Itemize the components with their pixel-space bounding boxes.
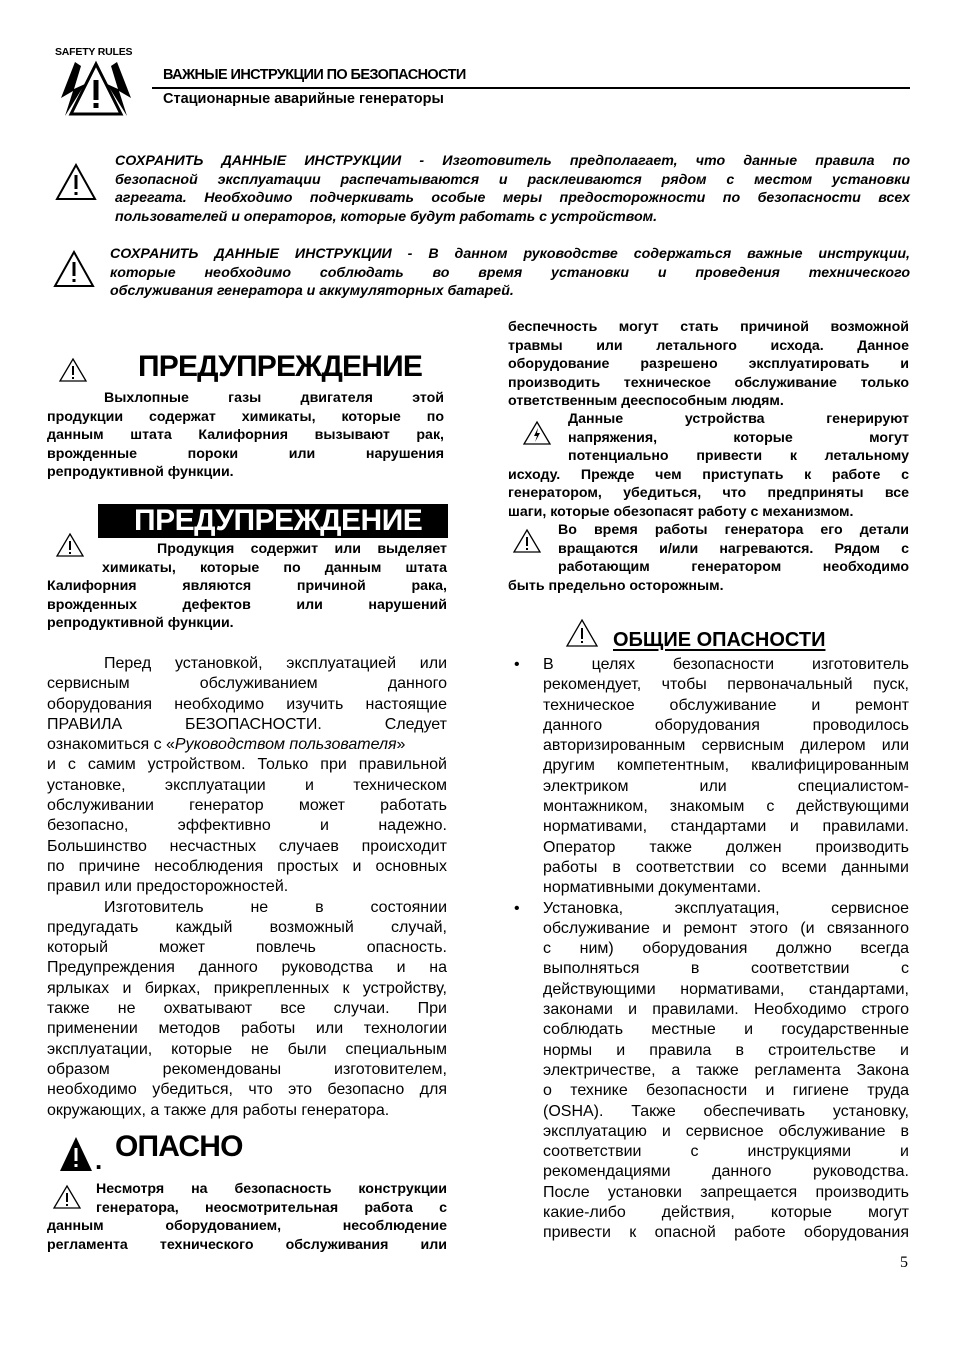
notice-2-line: В данном руководстве содержаться важные инструкции, (428, 246, 910, 262)
intro-line: установке, эксплуатации и техническом (47, 776, 447, 794)
voltage-line: напряжения, которые могут (568, 429, 909, 446)
warning-1-text (47, 389, 444, 482)
danger-text (47, 1180, 447, 1254)
intro-line: Предупреждения данного руководства и на (47, 959, 447, 977)
intro-line: который может повлечь опасность. (47, 939, 447, 957)
warning-1-line: данным штата Калифорния вызывают рак, (47, 427, 444, 444)
bullet-1-line: нормативными документами. (543, 879, 762, 897)
intro-line: Большинство несчастных случаев происходит (47, 837, 447, 855)
warning-2-line: химикаты, которые по данным штата (102, 559, 447, 576)
warning-triangle-icon (55, 163, 97, 201)
user-manual-reference: Руководством пользователя (174, 736, 397, 754)
list-item (508, 899, 909, 1244)
intro-line: необходимо убедиться, что это безопасно для (47, 1081, 447, 1099)
hazard-lightning-icon (55, 58, 150, 118)
save-instructions-notice-2 (110, 245, 910, 301)
bullet-1-line: Оператор также должен производить (543, 838, 909, 856)
bullet-1-line: нормативами, стандартами и правилами. (543, 818, 909, 836)
danger-triangle-icon (58, 1135, 94, 1173)
safety-rules-logo (55, 46, 150, 118)
intro-paragraph (47, 654, 447, 1121)
intro-line: оборудования необходимо изучить настоящие (47, 695, 447, 713)
notice-2-line: обслуживания генератора и аккумуляторных батарей. (110, 283, 514, 300)
warning-2-line: Продукция содержит или выделяет (157, 541, 447, 557)
intro-line: сервисным обслуживанием данного (47, 675, 447, 693)
intro-line: Перед установкой, эксплуатацией или (104, 655, 447, 672)
bullet-2-line: выполняться в соответствии с (543, 960, 909, 978)
danger-continued-text (508, 318, 909, 411)
bullet-2-line: какие-либо действия, которые могут (543, 1204, 909, 1222)
danger-cont-line: производить техническое обслуживание только (508, 374, 909, 391)
intro-line: Изготовитель не в состоянии (104, 898, 447, 916)
bullet-1-line: рекомендует, чтобы первоначальный пуск, (543, 676, 909, 694)
bullet-2-line: рекомендациями данного руководства. (543, 1163, 909, 1181)
intro-line: обслуживании генератор может работать (47, 797, 447, 815)
rotating-line: вращаются и/или нагреваются. Рядом с (558, 540, 909, 557)
intro-line: ярлыках и бирках, прикрепленных к устройству, (47, 979, 447, 997)
warning-1-line: Выхлопные газы двигателя этой (104, 390, 444, 406)
page-number: 5 (900, 1254, 908, 1271)
intro-line: и с самим устройством. Только при правильной (47, 756, 447, 774)
general-hazards-list (508, 655, 909, 1244)
bullet-2-line: эксплуатацию и сервисное обслуживание в (543, 1122, 909, 1140)
save-instructions-notice-1 (115, 152, 910, 226)
bullet-2-line: электричестве, а также регламента Закона (543, 1061, 909, 1079)
notice-1-line: Изготовитель предполагает, что данные правила по (442, 153, 910, 169)
voltage-line: шаги, которые обезопасят работу с механизмом. (508, 503, 854, 520)
intro-line: безопасно, эффективно и надежно. (47, 817, 447, 835)
intro-line: также не охватывают все случаи. При (47, 1000, 447, 1018)
warning-1-line: врожденные пороки или нарушения (47, 445, 444, 462)
notice-1-line: безопасной эксплуатации распечатываются и расклеиваются рядом с местом установки (115, 171, 910, 188)
intro-line: применении методов работы или технологии (47, 1020, 447, 1038)
bullet-1-line: электриком или специалистом- (543, 777, 909, 795)
danger-cont-line: ответственным дееспособным людям. (508, 393, 784, 410)
voltage-line: генератором, убедиться, что предприняты все (508, 485, 909, 502)
intro-line: ПРАВИЛА БЕЗОПАСНОСТИ. Следует (47, 715, 447, 733)
header-rule (152, 87, 910, 89)
bullet-1-line: другим компетентным, квалифицированным (543, 757, 909, 775)
bullet-2-line: с ним) оборудования должно всегда (543, 940, 909, 958)
bullet-2-line: соответствии с инструкциями и (543, 1143, 909, 1161)
intro-line (47, 735, 447, 755)
bullet-2-line: обслуживание и ремонт этого (и связанного (543, 919, 909, 937)
intro-line-post: » (396, 736, 406, 754)
warning-2-line: Калифорния являются причиной рака, (47, 578, 447, 595)
danger-line: Несмотря на безопасность конструкции (96, 1181, 447, 1197)
bullet-1-line: монтажником, знакомым с действующими (543, 798, 909, 816)
intro-line: окружающих, а также для работы генератора. (47, 1101, 390, 1119)
warning-banner: ПРЕДУПРЕЖДЕНИЕ (98, 504, 448, 538)
warning-1-line: репродуктивной функции. (47, 464, 234, 481)
notice-1-line: агрегата. Необходимо подчеркивать особые меры предосторожности по безопасности всех (115, 190, 910, 207)
warning-2-line: репродуктивной функции. (47, 615, 234, 632)
intro-line: предугадать каждый возможный случай, (47, 918, 447, 936)
bullet-2-line: (OSHA). Также обеспечивать установку, (543, 1102, 909, 1120)
voltage-warning-text (508, 410, 909, 522)
safety-rules-logo-text: SAFETY RULES (55, 46, 133, 58)
danger-heading: ОПАСНО (115, 1130, 243, 1163)
bullet-2-line: нормы и правила в строительстве и (543, 1041, 909, 1059)
warning-2-line: врожденных дефектов или нарушений (47, 596, 447, 613)
header-title: ВАЖНЫЕ ИНСТРУКЦИИ ПО БЕЗОПАСНОСТИ (163, 67, 466, 83)
bullet-2-line: После установки запрещается производить (543, 1183, 909, 1201)
bullet-2-line: • Установка, эксплуатация, сервисное (543, 899, 909, 917)
warning-2-text (47, 540, 447, 633)
intro-line: эксплуатации, которые не были специальным (47, 1040, 447, 1058)
intro-line-pre: ознакомиться с « (47, 736, 175, 754)
rotating-line: Во время работы генератора его детали (558, 522, 909, 538)
list-item (508, 655, 909, 899)
warning-1-line: продукции содержат химикаты, которые по (47, 408, 444, 425)
bullet-1-line: данного оборудования проводилось (543, 716, 909, 734)
notice-1-lead: СОХРАНИТЬ ДАННЫЕ ИНСТРУКЦИИ - (115, 153, 425, 169)
bullet-2-line: действующими нормативами, стандартами, (543, 980, 909, 998)
general-hazards-heading: ОБЩИЕ ОПАСНОСТИ (613, 629, 826, 651)
warning-triangle-icon (53, 250, 95, 288)
danger-cont-line: оборудование разрешено эксплуатировать и (508, 356, 909, 373)
rotating-parts-warning-text (508, 521, 909, 595)
bullet-2-line: законами и правилами. Необходимо строго (543, 1001, 909, 1019)
danger-line: генератора, неосмотрительная работа с (96, 1199, 447, 1216)
notice-2-lead: СОХРАНИТЬ ДАННЫЕ ИНСТРУКЦИИ - (110, 246, 413, 262)
danger-line: данным оборудованием, несоблюдение (47, 1218, 447, 1235)
danger-dot: . (95, 1145, 103, 1175)
rotating-line: работающим генератором необходимо (558, 559, 909, 576)
warning-triangle-icon (565, 618, 599, 648)
voltage-line: исходу. Прежде чем приступать к работе с (508, 466, 909, 483)
voltage-line: Данные устройства генерируют (568, 411, 909, 427)
danger-line: регламента технического обслуживания или (47, 1236, 447, 1253)
warning-heading: ПРЕДУПРЕЖДЕНИЕ (138, 350, 423, 383)
rotating-line: быть предельно осторожным. (508, 577, 724, 594)
bullet-1-line: техническое обслуживание и ремонт (543, 696, 909, 714)
intro-line: образом рекомендованы изготовителем, (47, 1060, 447, 1078)
danger-cont-line: травмы или летального исхода. Данное (508, 337, 909, 354)
intro-line: по причине несоблюдения простых и основных (47, 857, 447, 875)
voltage-line: потенциально привести к летальному (568, 448, 909, 465)
bullet-1-line: авторизированным сервисным дилером или (543, 737, 909, 755)
notice-1-line: пользователей и операторов, которые будут работать с устройством. (115, 208, 658, 225)
bullet-2-line: о технике безопасности и гигиене труда (543, 1082, 909, 1100)
bullet-2-line: соблюдать местные и государственные (543, 1021, 909, 1039)
danger-cont-line: беспечность могут стать причиной возможной (508, 319, 909, 335)
notice-2-line: которые необходимо соблюдать во время установки и проведения технического (110, 264, 910, 281)
bullet-2-line: привести к опасной работе оборудования (543, 1224, 909, 1242)
bullet-1-line: • В целях безопасности изготовитель (543, 656, 909, 673)
warning-triangle-icon (58, 357, 88, 383)
intro-line: правил или предосторожностей. (47, 878, 289, 896)
header-subtitle: Стационарные аварийные генераторы (163, 91, 444, 107)
bullet-1-line: работы в соответствии со всеми данными (543, 858, 909, 876)
